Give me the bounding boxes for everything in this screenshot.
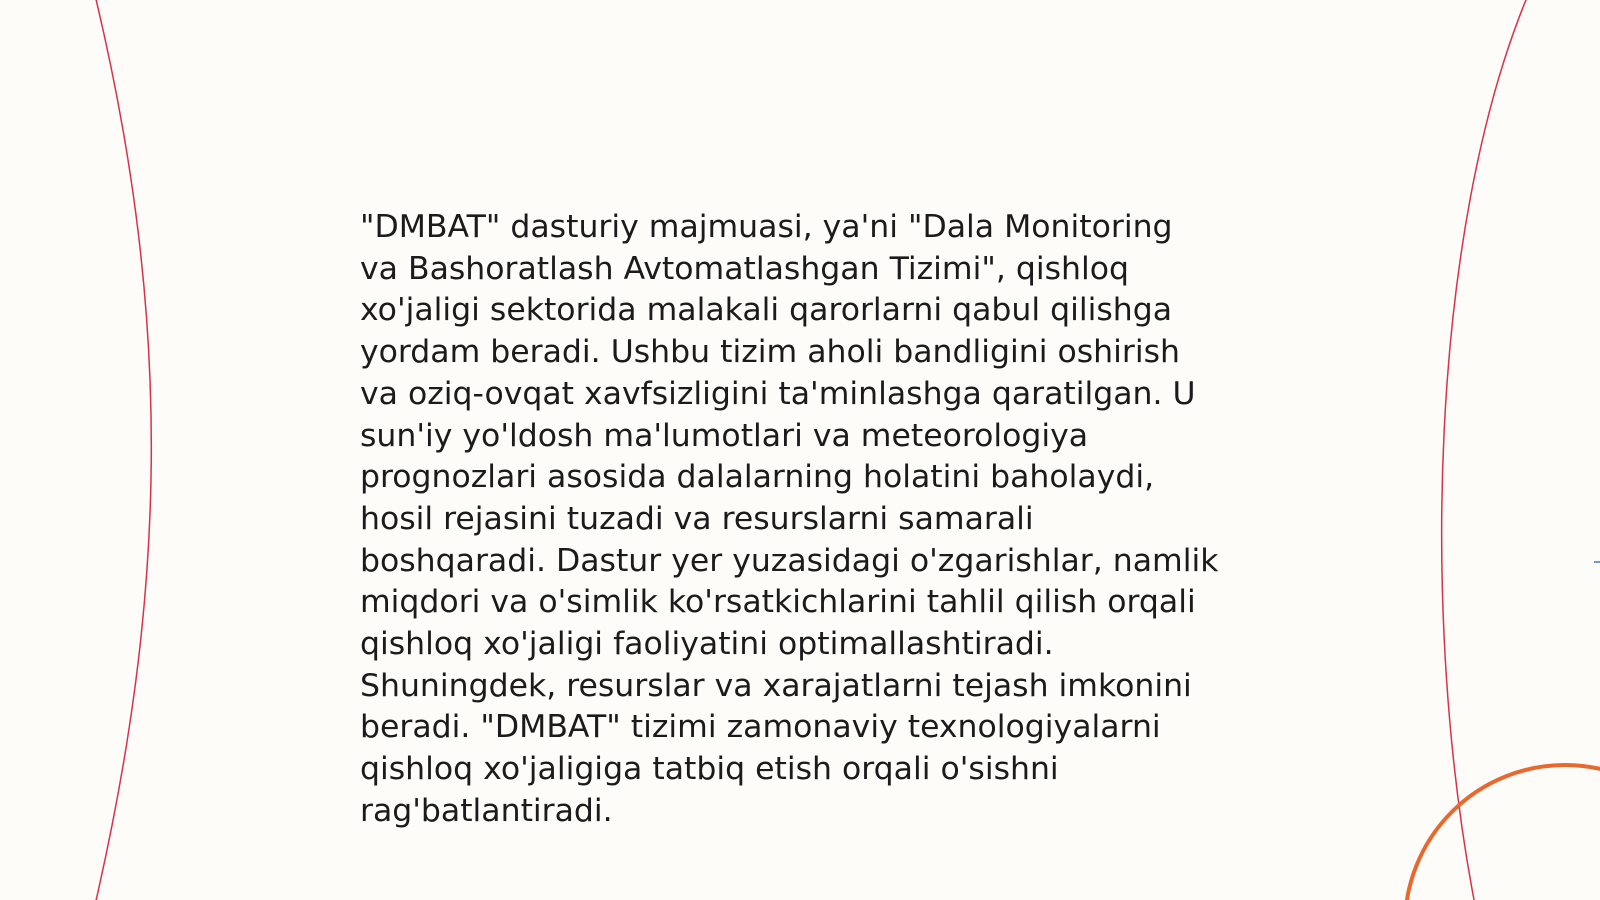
right-curve xyxy=(1442,0,1528,900)
body-paragraph: "DMBAT" dasturiy majmuasi, ya'ni "Dala Monitoring va Bashoratlash Avtomatlashgan Tizimi", qishloq xo'jaligi sektorida malakali qarorlarni qabul qilishga yordam beradi. Ushbu tizim aholi bandligini oshirish va oziq-ovqat xavfsizligini ta'minlashga qaratilgan. U sun'iy yo'ldosh ma'lumotlari va meteorologiya prognozlari asosida dalalarning holatini baholaydi, hosil rejasini tuzadi va resurslarni samarali boshqaradi. Dastur yer yuzasidagi o'zgarishlar, namlik miqdori va o'simlik ko'rsatkichlarini tahlil qilish orqali qishloq xo'jaligi faoliyatini optimallashtiradi. Shuningdek, resurslar va xarajatlarni tejash imkonini beradi. "DMBAT" tizimi zamonaviy texnologiyalarni qishloq xo'jaligiga tatbiq etish orqali o'sishni rag'batlantiradi. xyxy=(360,209,1219,829)
left-curve xyxy=(95,0,151,900)
accent-circle xyxy=(1405,765,1600,900)
